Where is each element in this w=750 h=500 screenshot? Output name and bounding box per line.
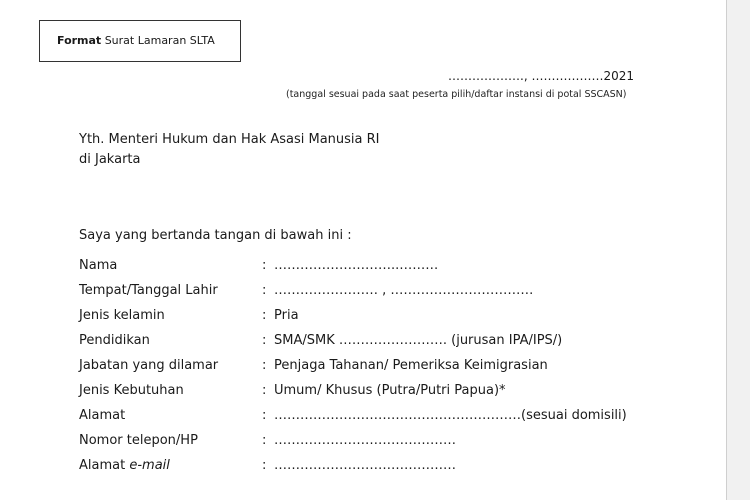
- recipient-block: [79, 130, 380, 170]
- date-line: ………………., ………………2021: [448, 69, 634, 83]
- field-label: Nomor telepon/HP: [79, 433, 198, 448]
- field-label: Jenis Kebutuhan: [79, 383, 184, 398]
- page-gutter: [727, 0, 750, 500]
- field-colon: :: [262, 283, 267, 298]
- field-label: Jenis kelamin: [79, 308, 165, 323]
- field-label-italic: e-mail: [129, 458, 170, 473]
- format-label-box: [39, 20, 241, 62]
- field-label: [79, 456, 170, 476]
- field-value: ………………………..………: [274, 258, 439, 273]
- format-label-rest: Surat Lamaran SLTA: [104, 34, 215, 47]
- field-colon: :: [262, 333, 267, 348]
- format-label-bold: Format: [57, 34, 102, 47]
- field-colon: :: [262, 408, 267, 423]
- field-value: …………………… , ……………………………: [274, 283, 534, 298]
- field-label-prefix: Alamat: [79, 458, 130, 473]
- field-value: Penjaga Tahanan/ Pemeriksa Keimigrasian: [274, 358, 548, 373]
- intro-text: Saya yang bertanda tangan di bawah ini :: [79, 228, 352, 243]
- recipient-line-2: di Jakarta: [79, 152, 141, 167]
- field-colon: :: [262, 433, 267, 448]
- field-colon: :: [262, 308, 267, 323]
- date-note: (tanggal sesuai pada saat peserta pilih/daftar instansi di potal SSCASN): [286, 89, 627, 100]
- field-label: Jabatan yang dilamar: [79, 358, 219, 373]
- field-label: Alamat: [79, 408, 126, 423]
- field-value: Umum/ Khusus (Putra/Putri Papua)*: [274, 383, 506, 398]
- field-label: Tempat/Tanggal Lahir: [79, 283, 218, 298]
- field-label: Pendidikan: [79, 333, 150, 348]
- field-colon: :: [262, 458, 267, 473]
- field-colon: :: [262, 258, 267, 273]
- field-value: SMA/SMK ……………………. (jurusan IPA/IPS/): [274, 333, 563, 348]
- field-colon: :: [262, 358, 267, 373]
- field-colon: :: [262, 383, 267, 398]
- field-value: ……………………………………: [274, 433, 456, 448]
- page-edge: [726, 0, 727, 500]
- field-label: Nama: [79, 258, 118, 273]
- field-value: ……………………………………: [274, 458, 456, 473]
- recipient-line-1: Yth. Menteri Hukum dan Hak Asasi Manusia RI: [79, 132, 380, 147]
- field-value: Pria: [274, 308, 299, 323]
- field-value: …………………………………………………(sesuai domisili): [274, 408, 627, 423]
